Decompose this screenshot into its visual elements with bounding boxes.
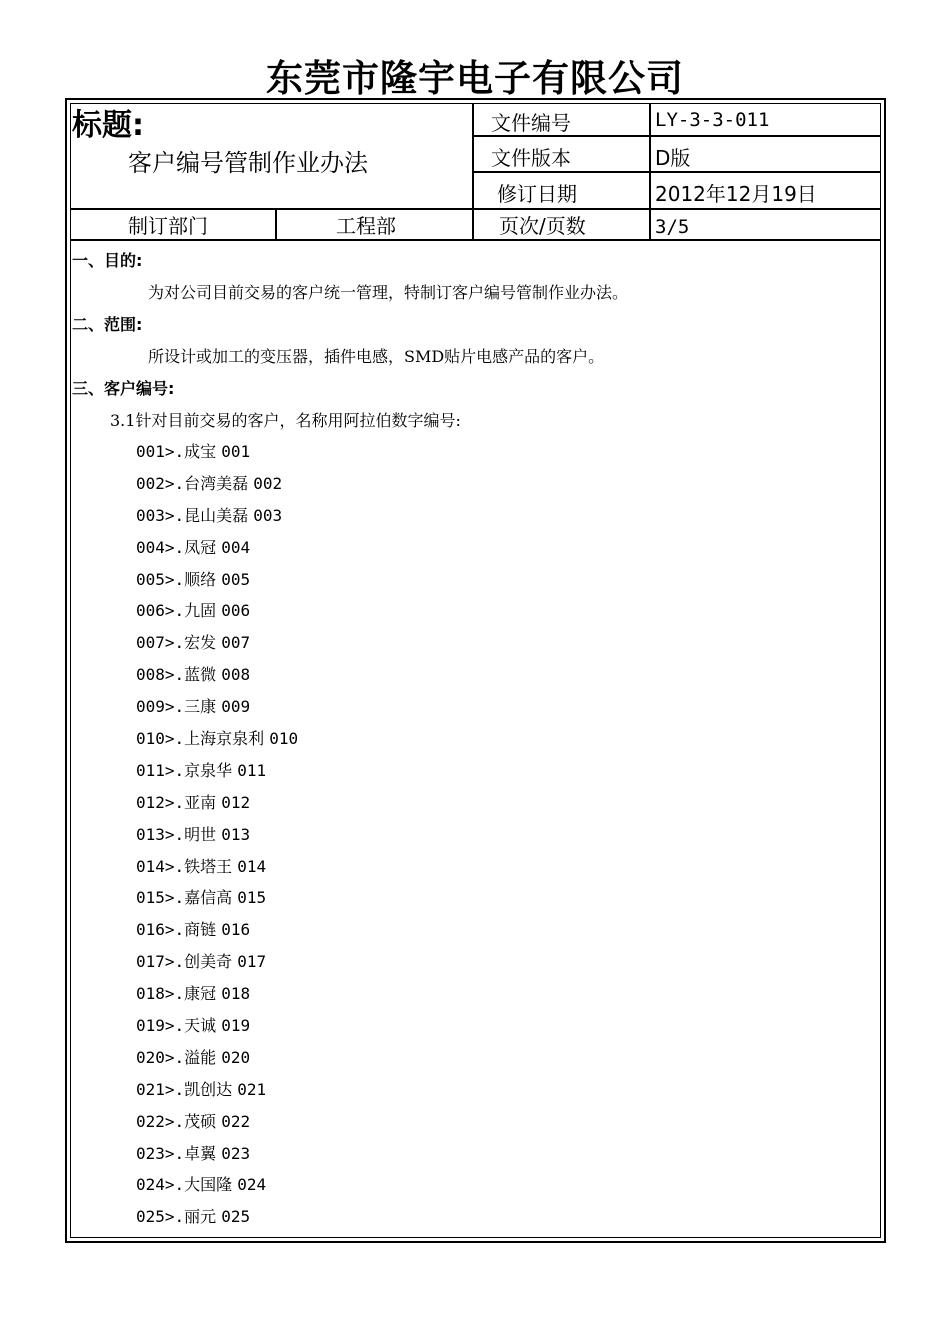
customer-item: 015>.嘉信高 015 — [136, 888, 267, 908]
customer-item: 016>.商链 016 — [136, 920, 251, 940]
customer-item: 003>.昆山美磊 003 — [136, 505, 283, 525]
customer-item: 008>.蓝微 008 — [136, 665, 251, 685]
department-value: 工程部 — [336, 214, 396, 238]
customer-item: 013>.明世 013 — [136, 824, 251, 844]
purpose-text: 为对公司目前交易的客户统一管理，特制订客户编号管制作业办法。 — [148, 283, 629, 302]
doc-number-value: LY-3-3-011 — [655, 109, 770, 131]
customer-item: 022>.茂硕 022 — [136, 1111, 251, 1131]
page-value: 3/5 — [655, 216, 690, 238]
doc-version-label: 文件版本 — [491, 146, 571, 170]
page-label: 页次/页数 — [499, 214, 586, 238]
revision-date-value: 2012年12月19日 — [655, 182, 817, 206]
customer-item: 012>.亚南 012 — [136, 792, 251, 812]
customer-item: 014>.铁塔王 014 — [136, 856, 267, 876]
customer-list — [136, 441, 298, 1238]
customer-item: 011>.京泉华 011 — [136, 760, 267, 780]
doc-version-value: D版 — [655, 146, 691, 170]
customer-item: 010>.上海京泉利 010 — [136, 729, 299, 749]
customer-item: 021>.凯创达 021 — [136, 1079, 267, 1099]
customer-item: 005>.顺络 005 — [136, 569, 251, 589]
scope-heading: 二、范围: — [72, 315, 143, 334]
revision-date-label: 修订日期 — [497, 182, 577, 206]
customer-item: 001>.成宝 001 — [136, 442, 251, 461]
doc-number-label: 文件编号 — [491, 111, 571, 135]
header-grid-line — [472, 103, 474, 240]
customer-item: 024>.大国隆 024 — [136, 1175, 267, 1195]
customer-numbering-intro: 3.1针对目前交易的客户，名称用阿拉伯数字编号: — [110, 411, 461, 430]
customer-item: 023>.卓翼 023 — [136, 1143, 251, 1163]
scope-text: 所设计或加工的变压器，插件电感，SMD贴片电感产品的客户。 — [148, 347, 605, 366]
title-label: 标题: — [72, 108, 144, 143]
customer-item: 018>.康冠 018 — [136, 984, 251, 1004]
header-grid-line — [275, 208, 277, 240]
document-title: 客户编号管制作业办法 — [128, 149, 368, 177]
company-name: 东莞市隆宇电子有限公司 — [266, 57, 684, 100]
customer-item: 019>.天诚 019 — [136, 1016, 251, 1036]
customer-item: 007>.宏发 007 — [136, 633, 251, 653]
customer-item: 020>.溢能 020 — [136, 1047, 251, 1067]
customer-item: 009>.三康 009 — [136, 697, 251, 717]
department-label: 制订部门 — [128, 214, 208, 238]
customer-item: 006>.九固 006 — [136, 601, 251, 621]
customer-item: 017>.创美奇 017 — [136, 952, 267, 972]
customer-numbering-heading: 三、客户编号: — [72, 379, 175, 398]
purpose-heading: 一、目的: — [72, 251, 143, 270]
header-grid-line — [649, 103, 651, 240]
customer-item: 004>.凤冠 004 — [136, 537, 251, 557]
customer-item: 025>.丽元 025 — [136, 1207, 251, 1227]
customer-item: 002>.台湾美磊 002 — [136, 473, 283, 493]
